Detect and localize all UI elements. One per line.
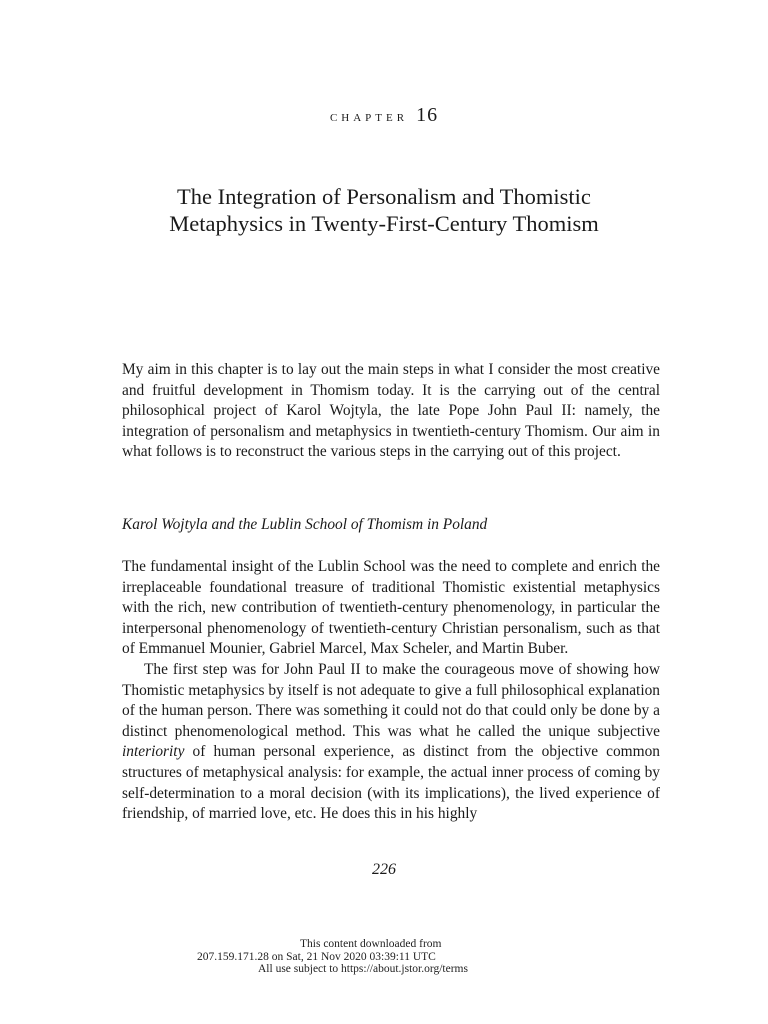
footer-line-2: 207.159.171.28 on Sat, 21 Nov 2020 03:39:11 UTC (197, 950, 436, 963)
paragraph-2-text-b: of human personal experience, as distinct from the objective common structures of metaphysical analysis: for example, the actual inner process of coming by self-determination to a moral decision (with its implications), the lived experience of friendship, of married love, etc. He does this in his highly (122, 743, 660, 823)
footer-line-3: All use subject to https://about.jstor.org/terms (258, 963, 468, 975)
download-footer (0, 938, 768, 976)
chapter-word: chapter (329, 108, 409, 125)
section-heading: Karol Wojtyla and the Lublin School of Thomism in Poland (122, 516, 488, 533)
chapter-label (0, 104, 768, 127)
paragraph-2-text-a: The first step was for John Paul II to make the courageous move of showing how Thomistic metaphysics by itself is not adequate to give a full philosophical explanation of the human person. There was something it could not do that could only be done by a distinct phenomenological method. This was what he called the unique subjective (122, 660, 660, 740)
body-text-block (122, 557, 660, 825)
page-number: 226 (372, 861, 396, 878)
italic-term-interiority: interiority (122, 743, 185, 761)
intro-paragraph: My aim in this chapter is to lay out the main steps in what I consider the most creative and fruitful development in Thomism today. It is the carrying out of the central philosophical project of Karol Wojtyla, the late Pope John Paul II: namely, the integration of personalism and metaphysics in twentieth-century Thomism. Our aim in what follows is to reconstruct the various steps in the carrying out of this project. (122, 361, 660, 461)
body-paragraph-2 (122, 660, 660, 825)
intro-block (122, 360, 660, 463)
footer-line-1: This content downloaded from (300, 938, 442, 950)
chapter-title-line-2: Metaphysics in Twenty-First-Century Thomism (169, 211, 599, 236)
chapter-title-line-1: The Integration of Personalism and Thomistic (177, 184, 591, 209)
chapter-number: 16 (416, 104, 439, 126)
chapter-title (60, 183, 708, 237)
body-paragraph-1: The fundamental insight of the Lublin School was the need to complete and enrich the irreplaceable foundational treasure of traditional Thomistic existential metaphysics with the rich, new contribution of twentieth-century phenomenology, in particular the interpersonal phenomenology of twentieth-century Christian personalism, such as that of Emmanuel Mounier, Gabriel Marcel, Max Scheler, and Martin Buber. (122, 558, 660, 658)
